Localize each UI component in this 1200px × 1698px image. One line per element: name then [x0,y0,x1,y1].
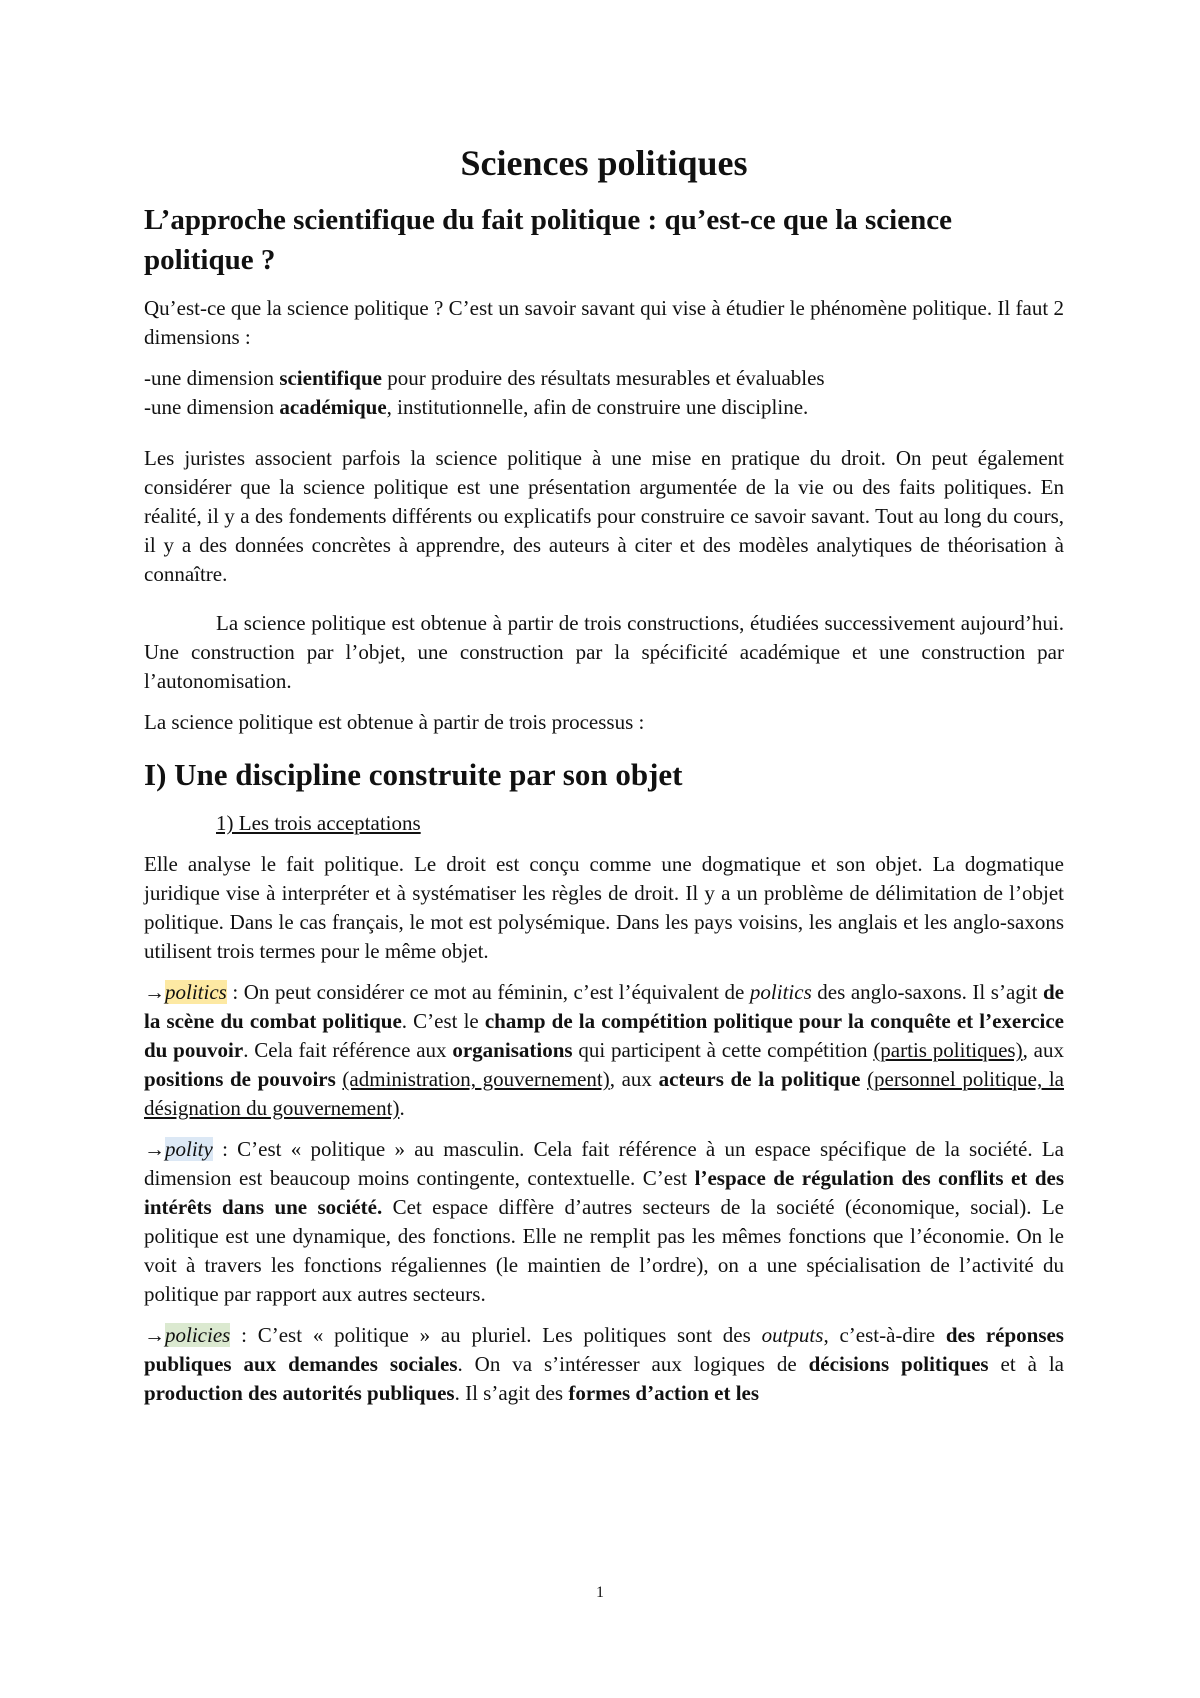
document-title: Sciences politiques [460,143,748,183]
arrow-icon: → [144,980,165,1004]
dimension-item: -une dimension scientifique pour produire des résultats mesurables et évaluables [144,366,825,390]
constructions-paragraph: La science politique est obtenue à partir de trois constructions, étudiées successivement aujourd’hui. Une construction par l’objet, une construction par la spécificité académique et une construction par l’autonomisation. [144,611,1064,693]
subtitle-heading: L’approche scientifique du fait politique : qu’est-ce que la science politique ? [144,204,952,276]
policies-term: policies [165,1323,231,1347]
objet-paragraph: Elle analyse le fait politique. Le droit est conçu comme une dogmatique et son objet. La dogmatique juridique vise à interpréter et à systématiser les règles de droit. Il y a un problème de délimitation de l’objet politique. Dans le cas français, le mot est polysémique. Dans les pays voisins, les anglais et les anglo-saxons utilisent trois termes pour le même objet. [144,852,1064,963]
politics-term: politics [165,980,227,1004]
arrow-icon: → [144,1137,165,1161]
policies-paragraph: →policies : C’est « politique » au pluriel. Les politiques sont des outputs, c’est-à-dire des réponses publiques aux demandes sociales. On va s’intéresser aux logiques de décisions politiques et à la production des autorités publiques. Il s’agit des formes d’action et les [144,1323,1064,1405]
subsection-heading: 1) Les trois acceptations [216,811,421,835]
polity-term: polity [165,1137,213,1161]
politics-paragraph: →politics : On peut considérer ce mot au féminin, c’est l’équivalent de politics des anglo-saxons. Il s’agit de la scène du combat politique. C’est le champ de la compétition politique pour la conquête et l’exercice du pouvoir. Cela fait référence aux organisations qui participent à cette compétition (partis politiques), aux positions de pouvoirs (administration, gouvernement), aux acteurs de la politique (personnel politique, la désignation du gouvernement). [144,980,1065,1120]
arrow-icon: → [144,1323,165,1347]
polity-paragraph: →polity : C’est « politique » au masculin. Cela fait référence à un espace spécifique de la société. La dimension est beaucoup moins contingente, contextuelle. C’est l’espace de régulation des conflits et des intérêts dans une société. Cet espace diffère d’autres secteurs de la société (économique, social). Le politique est une dynamique, des fonctions. Elle ne remplit pas les mêmes fonctions que l’économie. On le voit à travers les fonctions régaliennes (le maintien de l’ordre), on a une spécialisation de l’activité du politique par rapport aux autres secteurs. [144,1137,1065,1306]
processus-paragraph: La science politique est obtenue à partir de trois processus : [144,710,645,734]
section-heading: I) Une discipline construite par son objet [144,757,683,792]
page-content [144,142,1064,1420]
dimensions-list [144,364,1064,422]
dimension-item: -une dimension académique, institutionnelle, afin de construire une discipline. [144,395,809,419]
page-number: 1 [596,1584,604,1601]
intro-paragraph: Qu’est-ce que la science politique ? C’est un savoir savant qui vise à étudier le phénomène politique. Il faut 2 dimensions : [144,296,1064,349]
juristes-paragraph: Les juristes associent parfois la science politique à une mise en pratique du droit. On peut également considérer que la science politique est une présentation argumentée de la vie ou des faits politiques. En réalité, il y a des fondements différents ou explicatifs pour construire ce savoir savant. Tout au long du cours, il y a des données concrètes à apprendre, des auteurs à citer et des modèles analytiques de théorisation à connaître. [144,446,1064,586]
